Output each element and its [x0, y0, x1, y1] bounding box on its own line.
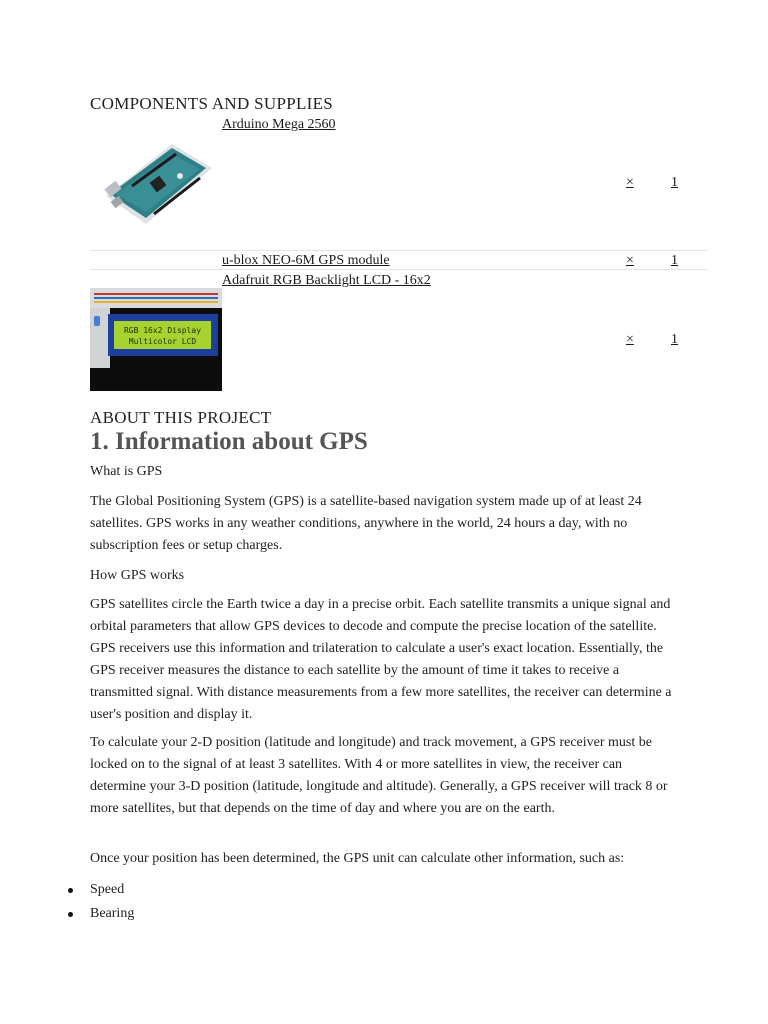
- how-gps-works-paragraph-3: Once your position has been determined, the GPS unit can calculate other information, such as:: [90, 851, 625, 866]
- what-is-gps-paragraph: The Global Positioning System (GPS) is a satellite-based navigation system made up of at least 24 satellites. GPS works in any weather conditions, anywhere in the world, 24 hours a day, with no subscription fees or setup charges.: [90, 494, 642, 553]
- row-divider: [90, 250, 707, 251]
- lcd-display-image: [90, 288, 222, 391]
- component-qty-lcd[interactable]: 1: [671, 332, 678, 347]
- lcd-line-1: RGB 16x2 Display: [123, 326, 202, 335]
- component-qty-gps-module[interactable]: 1: [671, 253, 678, 268]
- component-times-lcd[interactable]: ×: [626, 332, 634, 347]
- list-item: Speed: [90, 878, 134, 902]
- row-divider: [90, 269, 707, 270]
- components-heading: COMPONENTS AND SUPPLIES: [90, 94, 334, 113]
- how-gps-works-paragraph-1: GPS satellites circle the Earth twice a day in a precise orbit. Each satellite transmits a unique signal and orbital parameters that allow GPS devices to decode and compute the precise location of the satellite. GPS receivers use this information and trilateration to calculate a user's exact location. Essentially, the GPS receiver measures the distance to each satellite by the amount of time it takes to receive a transmitted signal. With distance measurements from a few more satellites, the receiver can determine a user's position and display it.: [90, 597, 672, 722]
- about-heading: ABOUT THIS PROJECT: [90, 408, 272, 427]
- section-title: 1. Information about GPS: [90, 428, 368, 455]
- arduino-mega-image: [102, 136, 214, 230]
- component-times-arduino-mega[interactable]: ×: [626, 175, 634, 190]
- component-name-gps-module[interactable]: u-blox NEO-6M GPS module: [222, 253, 390, 268]
- component-qty-arduino-mega[interactable]: 1: [671, 175, 678, 190]
- how-gps-works-label: How GPS works: [90, 568, 185, 583]
- how-gps-works-paragraph-2: To calculate your 2-D position (latitude and longitude) and track movement, a GPS receiver must be locked on to the signal of at least 3 satellites. With 4 or more satellites in view, the receiver can determine your 3-D position (latitude, longitude and altitude). Generally, a GPS receiver will track 8 or more satellites, but that depends on the time of day and where you are on the earth.: [90, 735, 668, 816]
- lcd-line-2: Multicolor LCD: [128, 337, 197, 346]
- list-item: Bearing: [90, 902, 134, 926]
- component-times-gps-module[interactable]: ×: [626, 253, 634, 268]
- info-bullet-list: [90, 878, 134, 926]
- what-is-gps-label: What is GPS: [90, 464, 163, 479]
- component-name-arduino-mega[interactable]: Arduino Mega 2560: [222, 117, 336, 132]
- component-name-lcd[interactable]: Adafruit RGB Backlight LCD - 16x2: [222, 273, 431, 288]
